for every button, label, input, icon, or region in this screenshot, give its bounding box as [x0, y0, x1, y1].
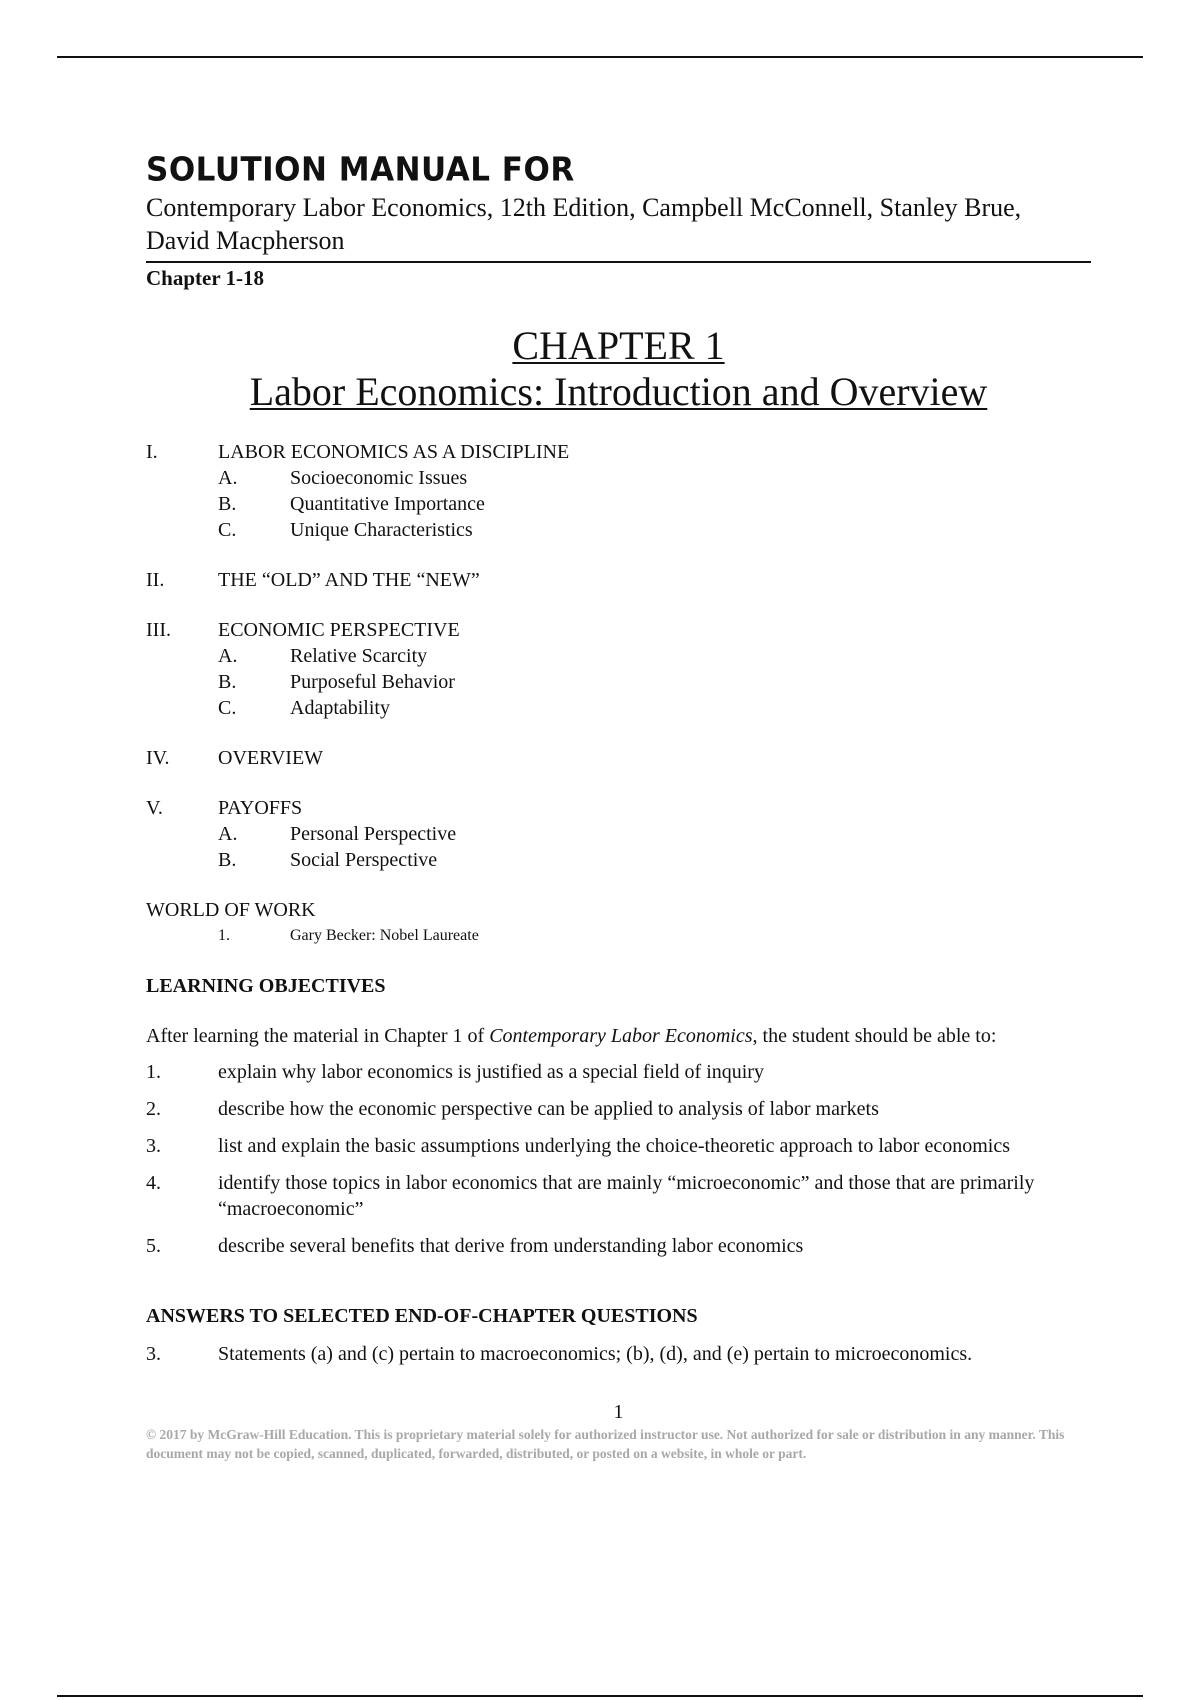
chapter-heading [146, 323, 1091, 415]
outline-subitem [146, 517, 1091, 543]
objective-item [146, 1233, 1091, 1259]
outline-number: I. [146, 441, 158, 463]
world-of-work-number: 1. [218, 927, 230, 944]
page-number: 1 [613, 1401, 624, 1423]
outline-subitem-text: Unique Characteristics [290, 519, 473, 541]
outline-subitem-letter: C. [218, 697, 237, 719]
outline-subitem-text: Socioeconomic Issues [290, 467, 468, 489]
outline-number: V. [146, 797, 163, 819]
outline-title: PAYOFFS [218, 797, 303, 819]
top-rule [57, 56, 1143, 58]
answer-number: 3. [146, 1343, 161, 1365]
outline-subitem [146, 821, 1091, 847]
outline-item [146, 745, 1091, 771]
outline-subitem-letter: A. [218, 467, 238, 489]
outline-subitem [146, 465, 1091, 491]
outline-number: IV. [146, 747, 170, 769]
objective-number: 1. [146, 1061, 161, 1083]
world-of-work [146, 897, 1091, 949]
outline-subitem-text: Adaptability [290, 697, 390, 719]
chapter-range: Chapter 1-18 [146, 266, 265, 290]
bottom-rule [57, 1695, 1143, 1697]
outline-subitem-text: Personal Perspective [290, 823, 457, 845]
outline-subitem [146, 669, 1091, 695]
outline-section [146, 617, 1091, 721]
outline-subitem-text: Relative Scarcity [290, 645, 428, 667]
learning-objectives-list [146, 1059, 1091, 1259]
outline-section [146, 795, 1091, 873]
outline-title: OVERVIEW [218, 747, 324, 769]
outline-subitem-letter: B. [218, 849, 237, 871]
copyright-notice: © 2017 by McGraw-Hill Education. This is proprietary material solely for authorized instructor use. Not authorized for sale or distribution in any manner. This document may not be copied, scanned, duplicated, forwarded, distributed, or posted on a website, in whole or part. [146, 1427, 1065, 1461]
outline-subitem-text: Social Perspective [290, 849, 438, 871]
outline-subitem [146, 847, 1091, 873]
objective-text: describe several benefits that derive from understanding labor economics [218, 1235, 804, 1257]
answers-heading: ANSWERS TO SELECTED END-OF-CHAPTER QUESTIONS [146, 1305, 698, 1327]
outline-item [146, 567, 1091, 593]
outline-number: II. [146, 569, 165, 591]
learning-objectives-intro: After learning the material in Chapter 1 of Contemporary Labor Economics, the student should be able to: [146, 1025, 997, 1047]
outline-subitem-letter: A. [218, 823, 238, 845]
outline-title: LABOR ECONOMICS AS A DISCIPLINE [218, 441, 570, 463]
objective-item [146, 1133, 1091, 1159]
outline-subitem-letter: A. [218, 645, 238, 667]
objective-item [146, 1059, 1091, 1085]
outline-subitem [146, 695, 1091, 721]
outline-item [146, 617, 1091, 643]
objective-number: 3. [146, 1135, 161, 1157]
chapter-label: CHAPTER 1 [512, 323, 725, 368]
objective-text: explain why labor economics is justified as a special field of inquiry [218, 1061, 764, 1083]
objective-item [146, 1170, 1091, 1222]
objective-number: 2. [146, 1098, 161, 1120]
world-of-work-text: Gary Becker: Nobel Laureate [290, 927, 479, 944]
objective-text: describe how the economic perspective can be applied to analysis of labor markets [218, 1098, 879, 1120]
outline-title: THE “OLD” AND THE “NEW” [218, 569, 480, 591]
book-title: Contemporary Labor Economics, 12th Edition, Campbell McConnell, Stanley Brue, David Macpherson [146, 193, 1022, 255]
outline-subitem-letter: B. [218, 671, 237, 693]
chapter-title: Labor Economics: Introduction and Overview [249, 369, 988, 414]
world-of-work-item [146, 923, 1091, 949]
answer-text: Statements (a) and (c) pertain to macroeconomics; (b), (d), and (e) pertain to microeconomics. [218, 1343, 973, 1365]
outline-subitem-text: Quantitative Importance [290, 493, 485, 515]
outline-subitem [146, 491, 1091, 517]
learning-objectives-heading: LEARNING OBJECTIVES [146, 975, 386, 997]
outline-number: III. [146, 619, 171, 641]
objective-number: 4. [146, 1172, 161, 1194]
outline-section [146, 567, 1091, 593]
document-page [146, 150, 1091, 1463]
objective-item [146, 1096, 1091, 1122]
outline-section [146, 439, 1091, 543]
outline-subitem-letter: C. [218, 519, 237, 541]
outline-subitem-text: Purposeful Behavior [290, 671, 455, 693]
objective-number: 5. [146, 1235, 161, 1257]
answer-item [146, 1341, 1091, 1367]
answers-list [146, 1341, 1091, 1367]
objective-text: identify those topics in labor economics that are mainly “microeconomic” and those that are primarily “macroeconomic” [218, 1172, 1035, 1220]
outline-subitem [146, 643, 1091, 669]
objective-text: list and explain the basic assumptions underlying the choice-theoretic approach to labor economics [218, 1135, 1010, 1157]
outline-item [146, 439, 1091, 465]
outline-section [146, 745, 1091, 771]
outline-title: ECONOMIC PERSPECTIVE [218, 619, 460, 641]
title-divider [146, 261, 1091, 263]
world-of-work-title: WORLD OF WORK [146, 899, 316, 921]
outline-item [146, 795, 1091, 821]
outline-subitem-letter: B. [218, 493, 237, 515]
chapter-outline [146, 439, 1091, 873]
banner-title: SOLUTION MANUAL FOR [146, 151, 575, 189]
